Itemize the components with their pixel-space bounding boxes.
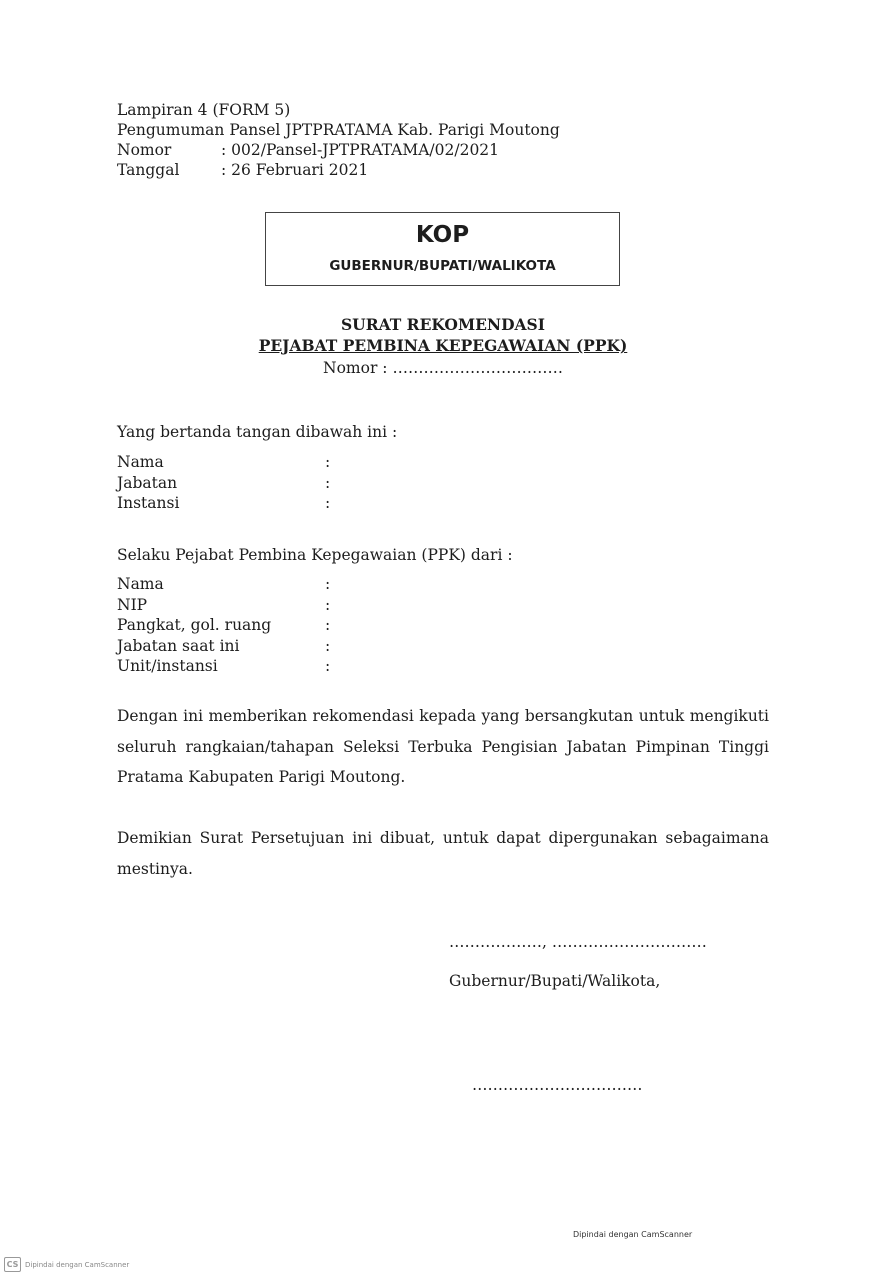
kop-title: KOP bbox=[415, 222, 470, 248]
kop-box bbox=[265, 212, 620, 286]
header-tanggal-value: : 26 Februari 2021 bbox=[221, 161, 369, 179]
field-label: Instansi bbox=[117, 494, 180, 512]
letter-number: Nomor : …………………………… bbox=[323, 359, 563, 377]
header-nomor-value: : 002/Pansel-JPTPRATAMA/02/2021 bbox=[221, 141, 500, 159]
field-colon: : bbox=[325, 636, 331, 655]
field-row bbox=[117, 574, 777, 595]
kop-subtitle: GUBERNUR/BUPATI/WALIKOTA bbox=[329, 258, 556, 274]
field-row bbox=[117, 615, 777, 636]
section2-intro: Selaku Pejabat Pembina Kepegawaian (PPK) dari : bbox=[117, 546, 513, 564]
header-nomor-label: Nomor bbox=[117, 141, 172, 159]
field-label: Jabatan saat ini bbox=[117, 636, 240, 655]
header-tanggal-label: Tanggal bbox=[117, 161, 180, 179]
field-colon: : bbox=[325, 494, 331, 512]
header-lampiran-text: Lampiran 4 (FORM 5) bbox=[117, 101, 291, 119]
section1-fields bbox=[117, 452, 777, 514]
field-row bbox=[117, 595, 777, 616]
signature-place-date: ………………, ………………………… bbox=[449, 933, 707, 951]
camscanner-footer-text: Dipindai dengan CamScanner bbox=[25, 1260, 130, 1269]
camscanner-watermark: Dipindai dengan CamScanner bbox=[573, 1230, 693, 1239]
header-lampiran bbox=[117, 100, 717, 120]
field-label: Unit/instansi bbox=[117, 657, 218, 675]
letter-subtitle bbox=[230, 336, 656, 356]
letter-header bbox=[117, 100, 717, 180]
signature-title: Gubernur/Bupati/Walikota, bbox=[449, 972, 661, 990]
closing-paragraph: Demikian Surat Persetujuan ini dibuat, untuk dapat dipergunakan sebagaimana mestinya. bbox=[117, 829, 769, 878]
field-row bbox=[117, 493, 777, 514]
header-pengumuman bbox=[117, 120, 717, 140]
header-pengumuman-text: Pengumuman Pansel JPTPRATAMA Kab. Parigi Moutong bbox=[117, 121, 560, 139]
field-colon: : bbox=[325, 453, 331, 471]
field-colon: : bbox=[325, 616, 331, 634]
field-colon: : bbox=[325, 595, 331, 614]
section1-intro: Yang bertanda tangan dibawah ini : bbox=[117, 423, 398, 441]
camscanner-logo-icon: CS bbox=[4, 1257, 21, 1272]
field-colon: : bbox=[325, 575, 331, 593]
signature-name-line: …………………………… bbox=[472, 1076, 643, 1094]
field-label: Nama bbox=[117, 453, 164, 471]
field-row bbox=[117, 636, 777, 657]
header-nomor bbox=[117, 140, 717, 160]
field-label: NIP bbox=[117, 595, 148, 614]
letter-title: SURAT REKOMENDASI bbox=[340, 315, 545, 334]
recommendation-paragraph: Dengan ini memberikan rekomendasi kepada yang bersangkutan untuk mengikuti seluruh rangkaian/tahapan Seleksi Terbuka Pengisian Jabatan Pimpinan Tinggi Pratama Kabupaten Parigi Moutong. bbox=[117, 707, 769, 786]
section2-fields bbox=[117, 574, 777, 677]
field-row bbox=[117, 656, 777, 677]
field-colon: : bbox=[325, 657, 331, 675]
field-label: Nama bbox=[117, 575, 164, 593]
field-row bbox=[117, 473, 777, 494]
letter-subtitle-text: PEJABAT PEMBINA KEPEGAWAIAN (PPK) bbox=[258, 336, 628, 355]
field-label: Pangkat, gol. ruang bbox=[117, 616, 272, 634]
camscanner-footer bbox=[4, 1257, 129, 1272]
field-colon: : bbox=[325, 473, 331, 492]
field-label: Jabatan bbox=[117, 473, 178, 492]
header-tanggal bbox=[117, 160, 717, 180]
field-row bbox=[117, 452, 777, 473]
